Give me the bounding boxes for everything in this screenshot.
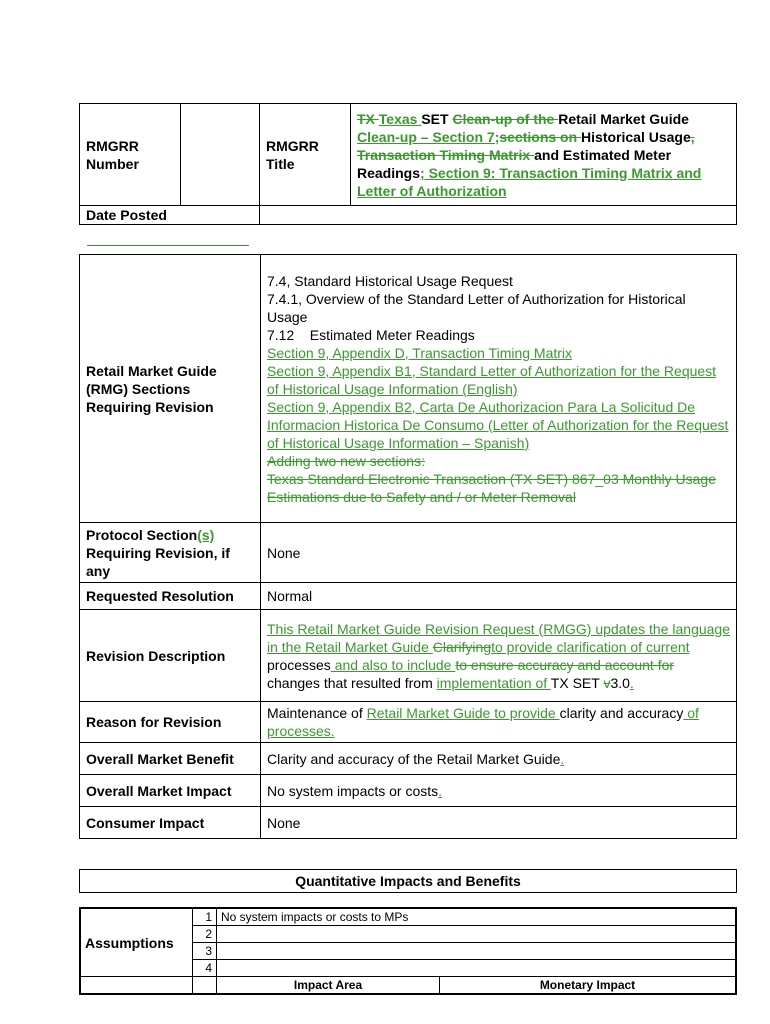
rev-insertion: implementation of: [436, 674, 551, 691]
rev-insertion: to provide clarification of current: [491, 638, 690, 655]
assumptions-table: [79, 907, 737, 995]
benefit-text: Clarity and accuracy of the Retail Market Guide: [267, 750, 561, 767]
section-line-inserted: Section 9, Appendix B2, Carta De Authorizacion Para La Solicitud De Informacion Historica De Consumo (Letter of Authorization for the Request of Historical Usage Information – Spanish): [267, 398, 729, 451]
assumption-text: [217, 926, 737, 943]
label-text: Requiring Revision, if any: [86, 544, 230, 579]
rev-text: processes: [267, 656, 331, 673]
section-line: 7.4.1, Overview of the Standard Letter of Authorization for Historical Usage: [267, 290, 686, 325]
label-text: Protocol Section: [86, 526, 198, 543]
section-line: 7.4, Standard Historical Usage Request: [267, 272, 513, 289]
rmgrr-details-table: [79, 254, 737, 839]
overall-market-benefit-label: Overall Market Benefit: [80, 743, 261, 775]
title-deletion: TX: [357, 110, 379, 127]
rev-deletion: to ensure accuracy and account for: [455, 656, 675, 673]
reason-insertion: Retail Market Guide to provide: [366, 705, 560, 721]
reason-for-revision-label: Reason for Revision: [80, 702, 261, 743]
section-line: 7.12 Estimated Meter Readings: [267, 326, 475, 343]
date-posted-value: [260, 206, 737, 225]
requested-resolution-value: Normal: [261, 583, 737, 610]
title-text: SET: [421, 110, 453, 127]
rmgrr-title-label: RMGRR Title: [260, 104, 351, 206]
overall-market-impact-label: Overall Market Impact: [80, 775, 261, 807]
revision-description-value: [261, 610, 737, 702]
rmgrr-number-label: RMGRR Number: [80, 104, 181, 206]
title-deletion: , Transaction Timing Matrix: [357, 128, 695, 163]
quantitative-title: Quantitative Impacts and Benefits: [80, 870, 737, 893]
rev-insertion: This Retail Market Guide Revision Request (RMGG) updates the language in the Retail Market Guide: [267, 620, 730, 655]
protocol-section-label: [80, 523, 261, 583]
title-insertion: Clean-up – Section 7;: [357, 128, 500, 145]
assumption-text: No system impacts or costs to MPs: [217, 908, 737, 926]
assumptions-label: Assumptions: [80, 908, 193, 977]
requested-resolution-label: Requested Resolution: [80, 583, 261, 610]
quantitative-title-table: [79, 869, 737, 893]
section-line-deleted: Texas Standard Electronic Transaction (TX SET) 867_03 Monthly Usage: [267, 470, 716, 487]
monetary-impact-header: Monetary Impact: [440, 977, 737, 995]
rmg-sections-label: Retail Market Guide (RMG) Sections Requiring Revision: [80, 255, 261, 523]
title-text: Historical Usage: [581, 128, 691, 145]
title-insertion: Texas: [378, 110, 422, 127]
consumer-impact-value: None: [261, 807, 737, 839]
revision-description-label: Revision Description: [80, 610, 261, 702]
assumption-text: [217, 960, 737, 977]
section-line-deleted: Adding two new sections:: [267, 452, 425, 469]
title-deletion: Clean-up of the: [452, 110, 559, 127]
rev-text: changes that resulted from: [267, 674, 437, 691]
rev-text: 3.0: [610, 674, 630, 691]
section-line-inserted: Section 9, Appendix D, Transaction Timing Matrix: [267, 344, 573, 361]
consumer-impact-label: Consumer Impact: [80, 807, 261, 839]
empty-cell: [193, 977, 217, 995]
rev-insertion: .: [629, 674, 634, 691]
label-insertion: (s): [197, 526, 215, 543]
assumption-number: 3: [193, 943, 217, 960]
assumption-number: 2: [193, 926, 217, 943]
rmgrr-header-table: [79, 103, 737, 225]
reason-text: Maintenance of: [267, 705, 367, 721]
rev-deletion: Clarifying: [432, 638, 492, 655]
assumption-number: 1: [193, 908, 217, 926]
reason-for-revision-value: [261, 702, 737, 743]
title-text: and Estimated Meter Readings: [357, 146, 672, 181]
overall-market-impact-value: [261, 775, 737, 807]
title-insertion: ; Section 9: Transaction Timing Matrix and Letter of Authorization: [357, 164, 702, 199]
empty-cell: [80, 977, 193, 995]
rev-insertion: and also to include: [330, 656, 456, 673]
impact-text: No system impacts or costs: [267, 782, 439, 799]
date-posted-label: Date Posted: [80, 206, 260, 225]
tracked-change-line: [87, 245, 249, 246]
assumption-number: 4: [193, 960, 217, 977]
section-line-inserted: Section 9, Appendix B1, Standard Letter of Authorization for the Request of Historical Usage Information (English): [267, 362, 717, 397]
overall-market-benefit-value: [261, 743, 737, 775]
assumption-text: [217, 943, 737, 960]
reason-text: clarity and accuracy: [559, 705, 684, 721]
title-deletion: sections on: [499, 128, 582, 145]
title-text: Retail Market Guide: [558, 110, 689, 127]
section-line-deleted: Estimations due to Safety and / or Meter Removal: [267, 488, 576, 505]
rev-deletion: v: [603, 674, 611, 691]
reason-insertion: of processes.: [267, 705, 699, 739]
rmg-sections-value: [261, 255, 737, 523]
rmgrr-title-value: [351, 104, 737, 206]
impact-area-header: Impact Area: [217, 977, 440, 995]
protocol-section-value: None: [261, 523, 737, 583]
rmgrr-number-value: [181, 104, 260, 206]
impact-insertion: .: [438, 782, 443, 799]
benefit-insertion: .: [560, 750, 565, 767]
rev-text: TX SET: [550, 674, 604, 691]
